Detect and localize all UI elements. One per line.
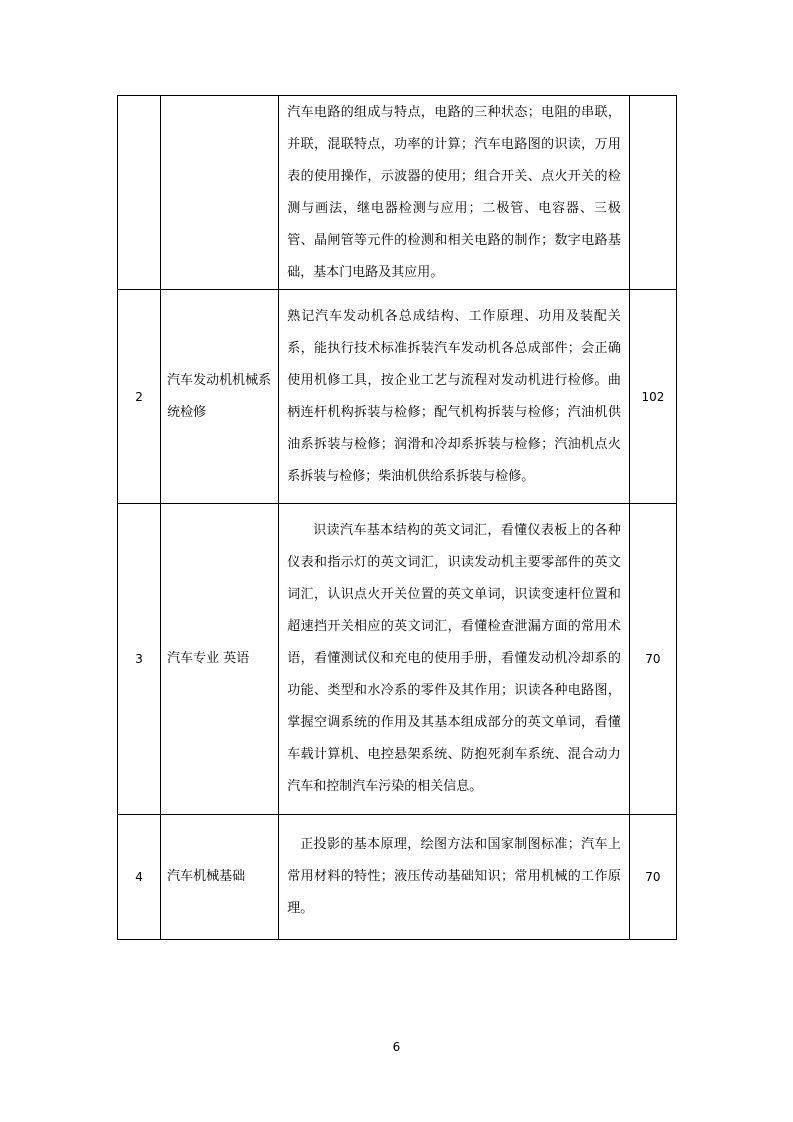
course-name-cell xyxy=(161,815,279,940)
page-number: 6 xyxy=(392,1040,401,1054)
course-content-cell xyxy=(279,96,630,290)
row-number: 4 xyxy=(135,870,143,884)
hours-cell xyxy=(629,290,676,504)
table-row xyxy=(118,96,677,290)
course-content-cell xyxy=(279,815,630,940)
course-name-cell xyxy=(161,504,279,815)
row-number: 3 xyxy=(135,652,143,666)
row-number-cell xyxy=(118,96,161,290)
row-number-cell xyxy=(118,290,161,504)
course-name-cell xyxy=(161,290,279,504)
row-number: 2 xyxy=(135,389,143,404)
row-number-cell xyxy=(118,815,161,940)
course-name: 汽车发动机机械系统检修 xyxy=(167,372,272,420)
course-content-cell xyxy=(279,504,630,815)
course-hours: 70 xyxy=(645,652,661,666)
course-content: 熟记汽车发动机各总成结构、工作原理、功用及装配关系，能执行技术标准拆装汽车发动机各总成部件；会正确使用机修工具，按企业工艺与流程对发动机进行检修。曲柄连杆机构拆装与检修；配气机构拆装与检修；汽油机供油系拆装与检修；润滑和冷却系拆装与检修；汽油机点火系拆装与检修；柴油机供给系拆装与检修。 xyxy=(287,308,621,484)
course-name: 汽车机械基础 xyxy=(167,869,246,884)
course-table xyxy=(117,95,677,940)
course-name-cell xyxy=(161,96,279,290)
course-content-cell xyxy=(279,290,630,504)
hours-cell xyxy=(629,504,676,815)
hours-cell xyxy=(629,96,676,290)
hours-cell xyxy=(629,815,676,940)
row-number-cell xyxy=(118,504,161,815)
table-row xyxy=(118,815,677,940)
course-content: 识读汽车基本结构的英文词汇，看懂仪表板上的各种仪表和指示灯的英文词汇，识读发动机主要零部件的英文词汇，认识点火开关位置的英文单词，识读变速杆位置和超速挡开关相应的英文词汇，看懂检查泄漏方面的常用术语，看懂测试仪和充电的使用手册，看懂发动机冷却系的功能、类型和水冷系的零件及其作用；识读各种电路图，掌握空调系统的作用及其基本组成部分的英文单词，看懂车载计算机、电控悬架系统、防抱死刹车系统、混合动力汽车和控制汽车污染的相关信息。 xyxy=(287,523,621,794)
course-content: 汽车电路的组成与特点，电路的三种状态；电阻的串联，并联，混联特点，功率的计算；汽车电路图的识读，万用表的使用操作，示波器的使用；组合开关、点火开关的检测与画法，继电器检测与应用；二极管、电容器、三极管、晶闸管等元件的检测和相关电路的制作；数字电路基础，基本门电路及其应用。 xyxy=(287,105,621,280)
course-hours: 102 xyxy=(641,389,665,404)
course-hours: 70 xyxy=(645,870,661,884)
course-content: 正投影的基本原理，绘图方法和国家制图标准；汽车上常用材料的特性；液压传动基础知识；常用机械的工作原理。 xyxy=(287,837,621,916)
table-row xyxy=(118,504,677,815)
course-name: 汽车专业 英语 xyxy=(167,651,250,666)
table-row xyxy=(118,290,677,504)
